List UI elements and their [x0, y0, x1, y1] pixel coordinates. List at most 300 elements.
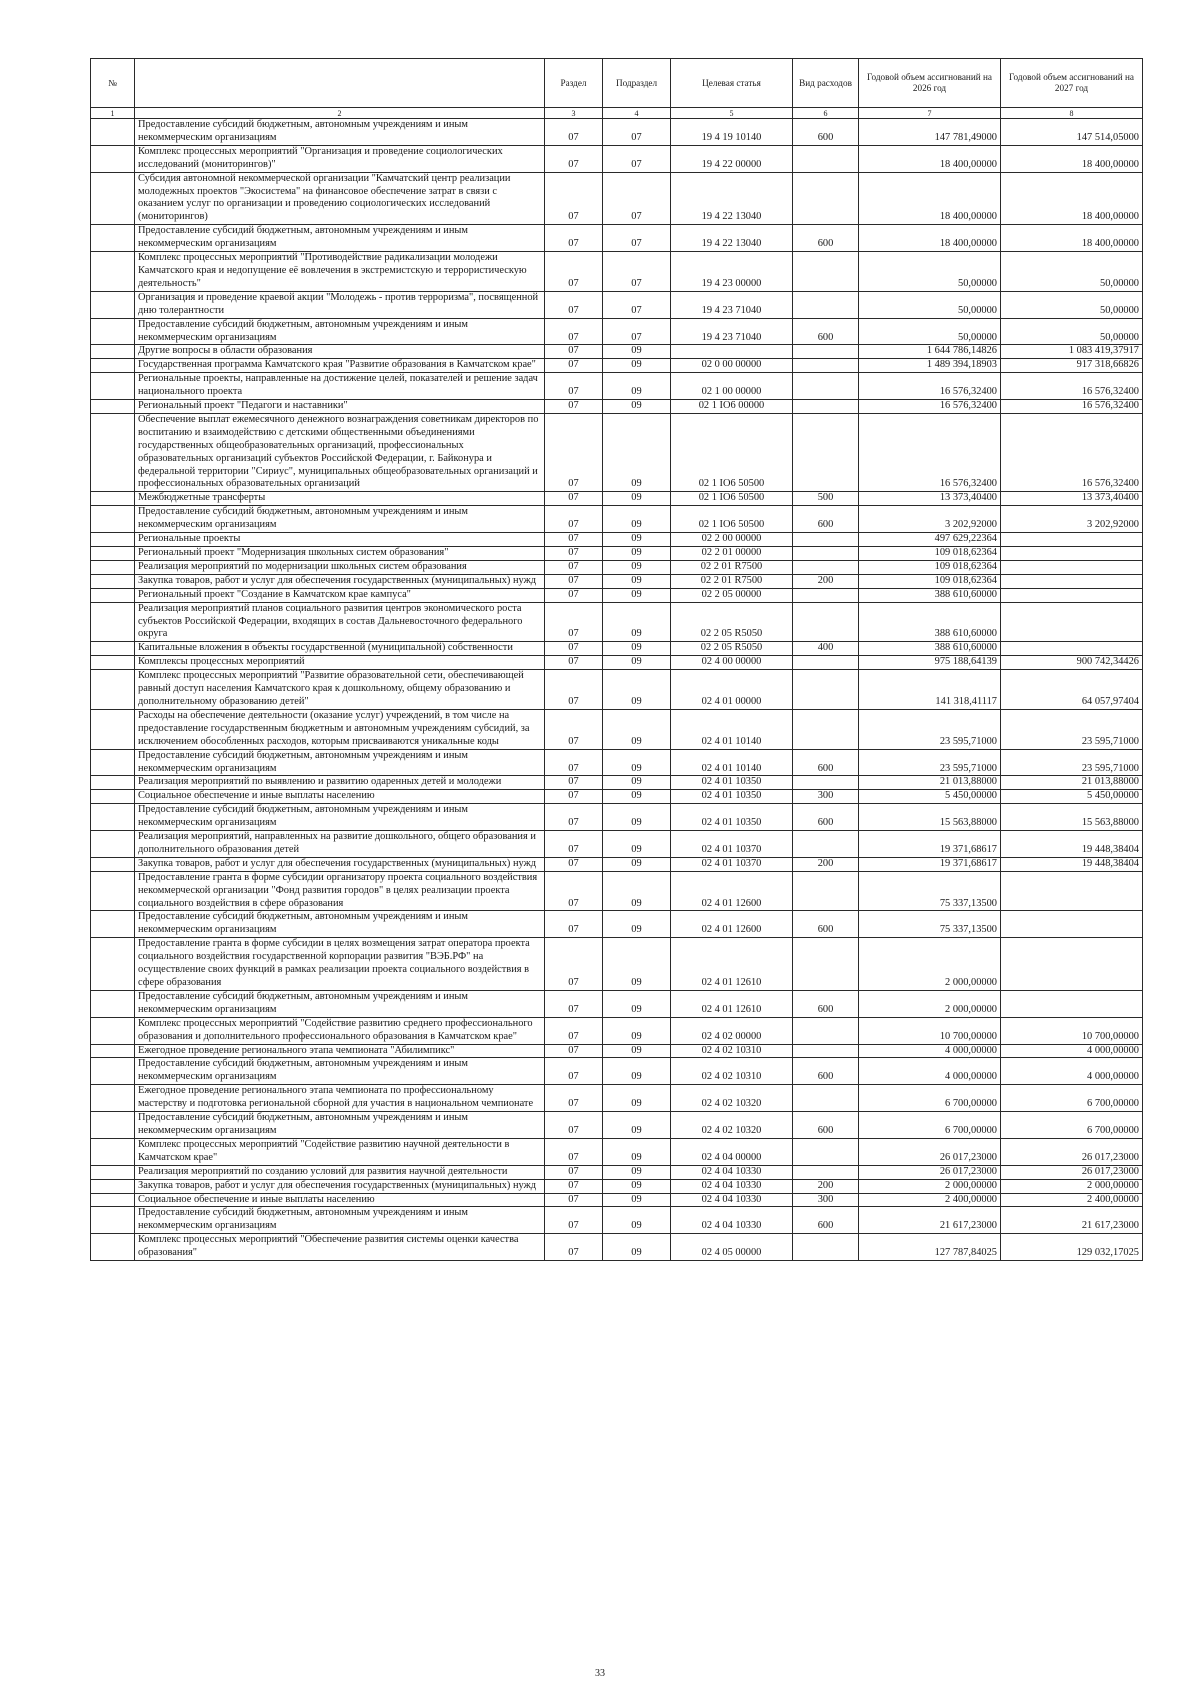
row-number-cell [91, 1207, 135, 1234]
row-amount-2027-cell: 4 000,00000 [1001, 1044, 1143, 1058]
row-subsection-cell: 09 [603, 400, 671, 414]
row-expense-type-cell [793, 938, 859, 991]
row-expense-type-cell [793, 1085, 859, 1112]
row-amount-2026-cell: 1 644 786,14826 [859, 345, 1001, 359]
row-target-cell: 02 4 04 00000 [671, 1138, 793, 1165]
row-name-cell: Другие вопросы в области образования [135, 345, 545, 359]
row-target-cell: 02 4 01 10350 [671, 804, 793, 831]
row-name-cell: Комплекс процессных мероприятий "Обеспечение развития системы оценки качества образования" [135, 1234, 545, 1261]
row-subsection-cell: 09 [603, 1207, 671, 1234]
row-amount-2027-cell: 917 318,66826 [1001, 359, 1143, 373]
row-amount-2026-cell: 109 018,62364 [859, 547, 1001, 561]
row-number-cell [91, 373, 135, 400]
row-amount-2026-cell: 21 617,23000 [859, 1207, 1001, 1234]
row-expense-type-cell: 500 [793, 492, 859, 506]
row-subsection-cell: 07 [603, 291, 671, 318]
row-amount-2027-cell: 3 202,92000 [1001, 506, 1143, 533]
col-header-expense-type: Вид расходов [793, 59, 859, 108]
row-amount-2026-cell: 141 318,41117 [859, 670, 1001, 710]
row-section-cell: 07 [545, 172, 603, 225]
row-expense-type-cell: 600 [793, 318, 859, 345]
row-section-cell: 07 [545, 1138, 603, 1165]
row-amount-2026-cell: 10 700,00000 [859, 1017, 1001, 1044]
table-row [91, 574, 1143, 588]
row-target-cell: 19 4 22 13040 [671, 225, 793, 252]
row-number-cell [91, 938, 135, 991]
table-row [91, 359, 1143, 373]
row-expense-type-cell: 600 [793, 119, 859, 146]
row-target-cell: 02 1 IO6 00000 [671, 400, 793, 414]
row-section-cell: 07 [545, 574, 603, 588]
row-expense-type-cell: 200 [793, 1179, 859, 1193]
row-amount-2027-cell: 2 000,00000 [1001, 1179, 1143, 1193]
table-row [91, 831, 1143, 858]
row-section-cell: 07 [545, 252, 603, 292]
row-target-cell: 02 1 IO6 50500 [671, 506, 793, 533]
row-subsection-cell: 09 [603, 790, 671, 804]
row-expense-type-cell [793, 291, 859, 318]
table-row [91, 1179, 1143, 1193]
table-row [91, 749, 1143, 776]
row-name-cell: Капитальные вложения в объекты государственной (муниципальной) собственности [135, 642, 545, 656]
row-amount-2027-cell: 18 400,00000 [1001, 172, 1143, 225]
row-subsection-cell: 09 [603, 373, 671, 400]
row-target-cell: 02 2 01 R7500 [671, 560, 793, 574]
table-row [91, 506, 1143, 533]
row-subsection-cell: 09 [603, 1193, 671, 1207]
row-target-cell: 02 1 00 00000 [671, 373, 793, 400]
row-target-cell: 02 4 01 12600 [671, 871, 793, 911]
row-section-cell: 07 [545, 938, 603, 991]
row-subsection-cell: 07 [603, 145, 671, 172]
row-name-cell: Комплекс процессных мероприятий "Содействие развитию среднего профессионального образования и дополнительного профессионального образования в Камчатском крае" [135, 1017, 545, 1044]
row-name-cell: Организация и проведение краевой акции "Молодежь - против терроризма", посвященной дню толерантности [135, 291, 545, 318]
table-row [91, 560, 1143, 574]
col-number: 8 [1001, 108, 1143, 119]
row-target-cell: 02 2 05 R5050 [671, 602, 793, 642]
row-target-cell: 02 4 05 00000 [671, 1234, 793, 1261]
row-expense-type-cell [793, 1017, 859, 1044]
row-section-cell: 07 [545, 776, 603, 790]
row-number-cell [91, 776, 135, 790]
row-target-cell: 19 4 23 71040 [671, 318, 793, 345]
row-subsection-cell: 09 [603, 533, 671, 547]
table-row [91, 413, 1143, 491]
row-amount-2027-cell [1001, 560, 1143, 574]
row-target-cell: 02 4 01 12600 [671, 911, 793, 938]
row-name-cell: Комплекс процессных мероприятий "Противодействие радикализации молодежи Камчатского края и недопущение её вовлечения в экстремистскую и террористическую деятельность" [135, 252, 545, 292]
row-target-cell: 02 2 01 00000 [671, 547, 793, 561]
row-subsection-cell: 09 [603, 492, 671, 506]
table-row [91, 1193, 1143, 1207]
row-amount-2027-cell: 129 032,17025 [1001, 1234, 1143, 1261]
row-subsection-cell: 09 [603, 670, 671, 710]
row-amount-2027-cell: 6 700,00000 [1001, 1085, 1143, 1112]
row-subsection-cell: 09 [603, 911, 671, 938]
table-row [91, 709, 1143, 749]
row-amount-2027-cell: 21 013,88000 [1001, 776, 1143, 790]
row-subsection-cell: 09 [603, 1234, 671, 1261]
row-section-cell: 07 [545, 602, 603, 642]
row-target-cell: 02 4 01 12610 [671, 990, 793, 1017]
table-row [91, 602, 1143, 642]
row-amount-2026-cell: 23 595,71000 [859, 749, 1001, 776]
row-number-cell [91, 709, 135, 749]
row-section-cell: 07 [545, 911, 603, 938]
row-number-cell [91, 574, 135, 588]
row-target-cell: 19 4 23 00000 [671, 252, 793, 292]
row-subsection-cell: 09 [603, 990, 671, 1017]
table-row [91, 1112, 1143, 1139]
row-section-cell: 07 [545, 790, 603, 804]
row-amount-2026-cell: 497 629,22364 [859, 533, 1001, 547]
row-subsection-cell: 09 [603, 709, 671, 749]
row-target-cell: 19 4 19 10140 [671, 119, 793, 146]
row-subsection-cell: 09 [603, 1017, 671, 1044]
row-section-cell: 07 [545, 1112, 603, 1139]
row-subsection-cell: 09 [603, 656, 671, 670]
table-row [91, 857, 1143, 871]
row-amount-2026-cell: 975 188,64139 [859, 656, 1001, 670]
row-amount-2027-cell: 18 400,00000 [1001, 225, 1143, 252]
table-row [91, 1207, 1143, 1234]
table-row [91, 938, 1143, 991]
row-subsection-cell: 09 [603, 804, 671, 831]
row-expense-type-cell [793, 400, 859, 414]
row-amount-2027-cell [1001, 871, 1143, 911]
table-row [91, 1017, 1143, 1044]
row-number-cell [91, 345, 135, 359]
row-amount-2027-cell: 26 017,23000 [1001, 1165, 1143, 1179]
table-row [91, 533, 1143, 547]
row-amount-2027-cell: 50,00000 [1001, 291, 1143, 318]
row-section-cell: 07 [545, 709, 603, 749]
row-name-cell: Реализация мероприятий планов социального развития центров экономического роста субъектов Российской Федерации, входящих в состав Дальневосточного федерального округа [135, 602, 545, 642]
row-name-cell: Обеспечение выплат ежемесячного денежного вознаграждения советникам директоров по воспитанию и взаимодействию с детскими общественными объединениями государственных общеобразовательных организаций, профессиональных образовательных организаций субъектов Российской Федерации, г. Байконура и федеральной территории "Сириус", муниципальных общеобразовательных организаций и профессиональных образовательных организаций [135, 413, 545, 491]
row-expense-type-cell: 600 [793, 1058, 859, 1085]
row-expense-type-cell [793, 1138, 859, 1165]
col-number: 2 [135, 108, 545, 119]
col-number: 6 [793, 108, 859, 119]
row-expense-type-cell [793, 252, 859, 292]
row-number-cell [91, 1058, 135, 1085]
row-name-cell: Реализация мероприятий, направленных на развитие дошкольного, общего образования и дополнительного образования детей [135, 831, 545, 858]
row-expense-type-cell: 600 [793, 506, 859, 533]
row-subsection-cell: 07 [603, 318, 671, 345]
row-amount-2026-cell: 19 371,68617 [859, 857, 1001, 871]
table-row [91, 776, 1143, 790]
table-row [91, 1138, 1143, 1165]
row-amount-2026-cell: 3 202,92000 [859, 506, 1001, 533]
row-section-cell: 07 [545, 119, 603, 146]
row-name-cell: Региональные проекты, направленные на достижение целей, показателей и решение задач национального проекта [135, 373, 545, 400]
row-amount-2026-cell: 23 595,71000 [859, 709, 1001, 749]
row-number-cell [91, 990, 135, 1017]
row-amount-2026-cell: 147 781,49000 [859, 119, 1001, 146]
table-row [91, 318, 1143, 345]
row-amount-2027-cell [1001, 602, 1143, 642]
row-section-cell: 07 [545, 1044, 603, 1058]
row-expense-type-cell [793, 145, 859, 172]
row-section-cell: 07 [545, 1207, 603, 1234]
row-target-cell: 02 4 04 10330 [671, 1179, 793, 1193]
row-subsection-cell: 09 [603, 642, 671, 656]
row-section-cell: 07 [545, 318, 603, 345]
row-amount-2026-cell: 127 787,84025 [859, 1234, 1001, 1261]
row-amount-2026-cell: 13 373,40400 [859, 492, 1001, 506]
row-section-cell: 07 [545, 359, 603, 373]
row-number-cell [91, 1112, 135, 1139]
row-amount-2026-cell: 75 337,13500 [859, 911, 1001, 938]
row-amount-2027-cell: 6 700,00000 [1001, 1112, 1143, 1139]
row-name-cell: Предоставление субсидий бюджетным, автономным учреждениям и иным некоммерческим организациям [135, 506, 545, 533]
row-name-cell: Предоставление субсидий бюджетным, автономным учреждениям и иным некоммерческим организациям [135, 1207, 545, 1234]
column-numbers-row [91, 108, 1143, 119]
row-amount-2027-cell: 15 563,88000 [1001, 804, 1143, 831]
row-expense-type-cell: 200 [793, 857, 859, 871]
row-target-cell: 02 4 04 10330 [671, 1207, 793, 1234]
row-amount-2027-cell: 2 400,00000 [1001, 1193, 1143, 1207]
row-amount-2026-cell: 4 000,00000 [859, 1044, 1001, 1058]
row-section-cell: 07 [545, 831, 603, 858]
row-name-cell: Предоставление субсидий бюджетным, автономным учреждениям и иным некоммерческим организациям [135, 911, 545, 938]
row-amount-2027-cell: 4 000,00000 [1001, 1058, 1143, 1085]
row-target-cell: 02 4 01 10350 [671, 790, 793, 804]
row-amount-2027-cell: 13 373,40400 [1001, 492, 1143, 506]
row-subsection-cell: 09 [603, 574, 671, 588]
row-name-cell: Комплекс процессных мероприятий "Организация и проведение социологических исследований (мониторингов)" [135, 145, 545, 172]
row-number-cell [91, 1017, 135, 1044]
row-subsection-cell: 09 [603, 1179, 671, 1193]
row-subsection-cell: 09 [603, 602, 671, 642]
row-number-cell [91, 172, 135, 225]
table-row [91, 373, 1143, 400]
table-row [91, 119, 1143, 146]
row-name-cell: Предоставление субсидий бюджетным, автономным учреждениям и иным некоммерческим организациям [135, 318, 545, 345]
row-amount-2026-cell: 18 400,00000 [859, 225, 1001, 252]
row-section-cell: 07 [545, 291, 603, 318]
row-name-cell: Региональный проект "Модернизация школьных систем образования" [135, 547, 545, 561]
row-section-cell: 07 [545, 804, 603, 831]
row-expense-type-cell [793, 547, 859, 561]
row-subsection-cell: 09 [603, 345, 671, 359]
table-row [91, 172, 1143, 225]
row-subsection-cell: 09 [603, 359, 671, 373]
row-name-cell: Комплекс процессных мероприятий "Содействие развитию научной деятельности в Камчатском крае" [135, 1138, 545, 1165]
row-expense-type-cell: 600 [793, 749, 859, 776]
row-amount-2026-cell: 15 563,88000 [859, 804, 1001, 831]
row-number-cell [91, 225, 135, 252]
row-name-cell: Реализация мероприятий по созданию условий для развития научной деятельности [135, 1165, 545, 1179]
row-number-cell [91, 911, 135, 938]
row-amount-2027-cell: 1 083 419,37917 [1001, 345, 1143, 359]
row-name-cell: Предоставление гранта в форме субсидии в целях возмещения затрат оператора проекта социального воздействия государственной корпорации развития "ВЭБ.РФ" на осуществление своих функций в рамках реализации проекта социального воздействия в сфере образования [135, 938, 545, 991]
row-expense-type-cell: 600 [793, 804, 859, 831]
row-expense-type-cell [793, 776, 859, 790]
col-header-2026: Годовой объем ассигнований на 2026 год [859, 59, 1001, 108]
row-number-cell [91, 1044, 135, 1058]
row-amount-2026-cell: 388 610,60000 [859, 588, 1001, 602]
row-number-cell [91, 560, 135, 574]
row-target-cell: 02 4 02 10310 [671, 1044, 793, 1058]
table-row [91, 145, 1143, 172]
row-amount-2026-cell: 50,00000 [859, 291, 1001, 318]
row-expense-type-cell [793, 588, 859, 602]
row-section-cell: 07 [545, 1234, 603, 1261]
row-subsection-cell: 07 [603, 252, 671, 292]
row-number-cell [91, 656, 135, 670]
row-name-cell: Закупка товаров, работ и услуг для обеспечения государственных (муниципальных) нужд [135, 857, 545, 871]
row-amount-2027-cell: 19 448,38404 [1001, 857, 1143, 871]
table-row [91, 345, 1143, 359]
row-number-cell [91, 1234, 135, 1261]
table-row [91, 790, 1143, 804]
table-row [91, 871, 1143, 911]
row-amount-2026-cell: 18 400,00000 [859, 172, 1001, 225]
row-amount-2026-cell: 19 371,68617 [859, 831, 1001, 858]
table-row [91, 1058, 1143, 1085]
row-amount-2027-cell: 147 514,05000 [1001, 119, 1143, 146]
row-number-cell [91, 1193, 135, 1207]
row-name-cell: Закупка товаров, работ и услуг для обеспечения государственных (муниципальных) нужд [135, 1179, 545, 1193]
row-amount-2027-cell: 23 595,71000 [1001, 709, 1143, 749]
row-amount-2026-cell: 388 610,60000 [859, 602, 1001, 642]
row-amount-2026-cell: 26 017,23000 [859, 1165, 1001, 1179]
row-expense-type-cell [793, 345, 859, 359]
row-amount-2026-cell: 16 576,32400 [859, 373, 1001, 400]
row-amount-2026-cell: 5 450,00000 [859, 790, 1001, 804]
col-header-2027: Годовой объем ассигнований на 2027 год [1001, 59, 1143, 108]
row-target-cell: 02 4 04 10330 [671, 1165, 793, 1179]
row-amount-2027-cell: 26 017,23000 [1001, 1138, 1143, 1165]
row-subsection-cell: 09 [603, 560, 671, 574]
row-section-cell: 07 [545, 225, 603, 252]
row-amount-2026-cell: 50,00000 [859, 318, 1001, 345]
row-amount-2027-cell [1001, 574, 1143, 588]
col-header-target: Целевая статья [671, 59, 793, 108]
row-number-cell [91, 400, 135, 414]
row-target-cell: 02 4 01 10140 [671, 749, 793, 776]
row-number-cell [91, 804, 135, 831]
row-amount-2026-cell: 2 000,00000 [859, 938, 1001, 991]
page-number: 33 [595, 1668, 605, 1679]
row-number-cell [91, 359, 135, 373]
row-target-cell: 02 4 01 12610 [671, 938, 793, 991]
row-target-cell: 02 4 00 00000 [671, 656, 793, 670]
table-row [91, 588, 1143, 602]
table-row [91, 225, 1143, 252]
row-expense-type-cell [793, 656, 859, 670]
row-number-cell [91, 533, 135, 547]
row-amount-2027-cell: 64 057,97404 [1001, 670, 1143, 710]
row-number-cell [91, 119, 135, 146]
row-target-cell: 02 4 02 00000 [671, 1017, 793, 1044]
row-name-cell: Реализация мероприятий по модернизации школьных систем образования [135, 560, 545, 574]
row-target-cell: 02 1 IO6 50500 [671, 413, 793, 491]
row-name-cell: Реализация мероприятий по выявлению и развитию одаренных детей и молодежи [135, 776, 545, 790]
row-subsection-cell: 09 [603, 506, 671, 533]
table-row [91, 1234, 1143, 1261]
table-row [91, 1044, 1143, 1058]
row-number-cell [91, 318, 135, 345]
row-amount-2027-cell [1001, 911, 1143, 938]
row-name-cell: Предоставление субсидий бюджетным, автономным учреждениям и иным некоммерческим организациям [135, 749, 545, 776]
row-name-cell: Предоставление субсидий бюджетным, автономным учреждениям и иным некоммерческим организациям [135, 990, 545, 1017]
row-amount-2026-cell: 16 576,32400 [859, 400, 1001, 414]
row-target-cell: 02 4 01 10350 [671, 776, 793, 790]
row-name-cell: Региональный проект "Создание в Камчатском крае кампуса" [135, 588, 545, 602]
table-header-row [91, 59, 1143, 108]
row-subsection-cell: 09 [603, 1085, 671, 1112]
row-section-cell: 07 [545, 1165, 603, 1179]
row-subsection-cell: 09 [603, 1112, 671, 1139]
row-expense-type-cell [793, 373, 859, 400]
row-amount-2026-cell: 1 489 394,18903 [859, 359, 1001, 373]
row-subsection-cell: 09 [603, 588, 671, 602]
row-number-cell [91, 1165, 135, 1179]
table-row [91, 1085, 1143, 1112]
row-section-cell: 07 [545, 345, 603, 359]
row-expense-type-cell: 600 [793, 911, 859, 938]
row-expense-type-cell [793, 670, 859, 710]
row-expense-type-cell: 600 [793, 1112, 859, 1139]
row-name-cell: Региональный проект "Педагоги и наставники" [135, 400, 545, 414]
row-amount-2026-cell: 4 000,00000 [859, 1058, 1001, 1085]
row-expense-type-cell [793, 1044, 859, 1058]
row-amount-2027-cell [1001, 547, 1143, 561]
row-amount-2027-cell: 18 400,00000 [1001, 145, 1143, 172]
row-expense-type-cell [793, 871, 859, 911]
row-number-cell [91, 831, 135, 858]
row-amount-2027-cell: 5 450,00000 [1001, 790, 1143, 804]
row-amount-2027-cell: 16 576,32400 [1001, 400, 1143, 414]
row-name-cell: Государственная программа Камчатского края "Развитие образования в Камчатском крае" [135, 359, 545, 373]
row-section-cell: 07 [545, 1017, 603, 1044]
row-amount-2027-cell: 23 595,71000 [1001, 749, 1143, 776]
row-amount-2027-cell: 50,00000 [1001, 252, 1143, 292]
row-amount-2026-cell: 109 018,62364 [859, 560, 1001, 574]
col-number: 4 [603, 108, 671, 119]
row-target-cell: 02 4 02 10310 [671, 1058, 793, 1085]
row-target-cell: 02 4 02 10320 [671, 1112, 793, 1139]
row-target-cell: 02 0 00 00000 [671, 359, 793, 373]
row-amount-2027-cell [1001, 642, 1143, 656]
row-expense-type-cell [793, 1165, 859, 1179]
row-amount-2026-cell: 26 017,23000 [859, 1138, 1001, 1165]
table-row [91, 400, 1143, 414]
row-expense-type-cell: 300 [793, 1193, 859, 1207]
row-subsection-cell: 09 [603, 871, 671, 911]
row-number-cell [91, 252, 135, 292]
row-amount-2026-cell: 2 000,00000 [859, 1179, 1001, 1193]
row-amount-2026-cell: 6 700,00000 [859, 1085, 1001, 1112]
row-amount-2027-cell: 50,00000 [1001, 318, 1143, 345]
row-expense-type-cell: 600 [793, 1207, 859, 1234]
row-amount-2027-cell: 19 448,38404 [1001, 831, 1143, 858]
row-target-cell: 19 4 23 71040 [671, 291, 793, 318]
table-row [91, 642, 1143, 656]
row-subsection-cell: 09 [603, 831, 671, 858]
row-expense-type-cell: 600 [793, 225, 859, 252]
row-number-cell [91, 1179, 135, 1193]
row-target-cell: 19 4 22 00000 [671, 145, 793, 172]
row-name-cell: Предоставление субсидий бюджетным, автономным учреждениям и иным некоммерческим организациям [135, 1112, 545, 1139]
row-amount-2026-cell: 2 400,00000 [859, 1193, 1001, 1207]
row-name-cell: Межбюджетные трансферты [135, 492, 545, 506]
table-row [91, 547, 1143, 561]
row-amount-2026-cell: 50,00000 [859, 252, 1001, 292]
row-section-cell: 07 [545, 1085, 603, 1112]
